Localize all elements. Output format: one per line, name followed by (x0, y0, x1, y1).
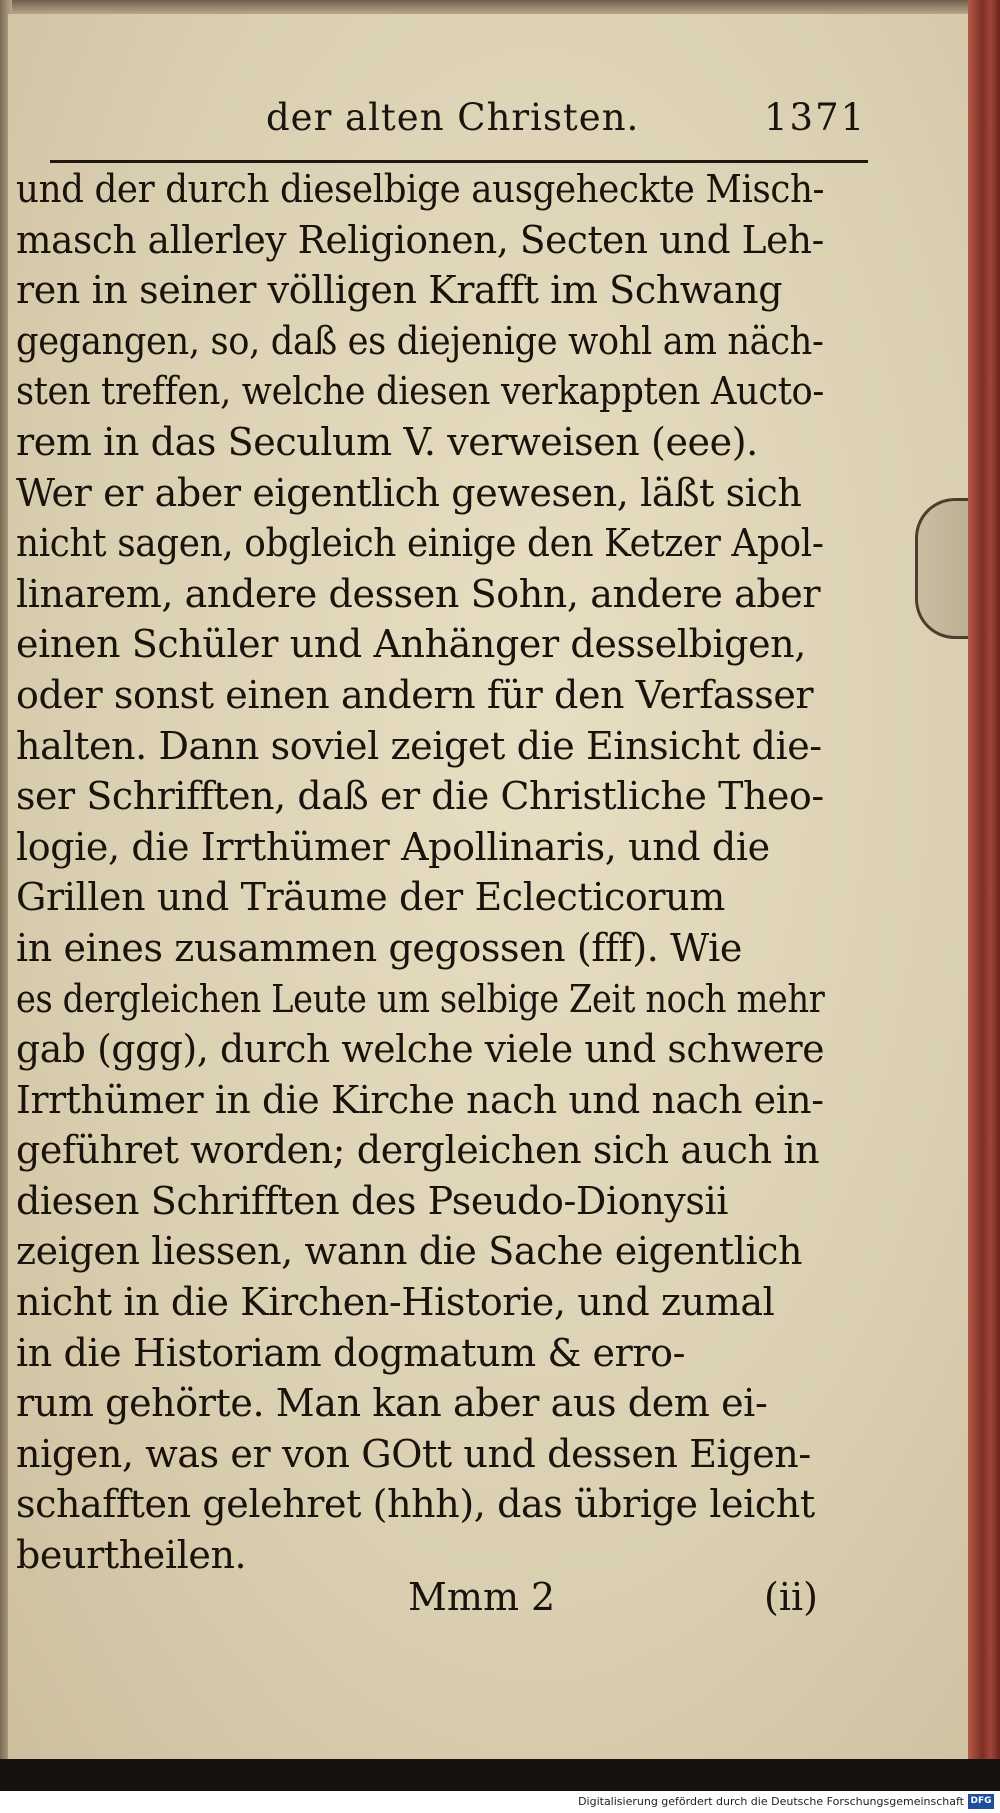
text-line: ren in seiner völligen Krafft im Schwang (16, 268, 783, 313)
text-line: nicht in die Kirchen-Historie, und zumal (16, 1280, 775, 1325)
text-line: in eines zusammen gegossen (fff). Wie (16, 925, 742, 970)
text-line: linarem, andere dessen Sohn, andere aber (16, 571, 821, 616)
text-line: logie, die Irrthümer Apollinaris, und die (16, 824, 770, 869)
text-line: Wer er aber eigentlich gewesen, läßt sich (16, 470, 802, 515)
text-line: sten treffen, welche diesen verkappten Aucto- (16, 369, 824, 414)
catchword: (ii) (764, 1575, 818, 1619)
text-line: oder sonst einen andern für den Verfasser (16, 672, 814, 717)
text-line: gegangen, so, daß es diejenige wohl am näch- (16, 318, 824, 363)
signature-mark: Mmm 2 (408, 1575, 556, 1619)
text-line: rum gehörte. Man kan aber aus dem ei- (16, 1381, 768, 1426)
page-paper (8, 14, 970, 1759)
running-head: der alten Christen. (266, 96, 640, 139)
dfg-logo: DFG (968, 1794, 994, 1809)
scan-bottom-border (0, 1759, 1000, 1791)
text-line: es dergleichen Leute um selbige Zeit noch mehr (16, 976, 825, 1021)
text-line: in die Historiam dogmatum & erro- (16, 1330, 686, 1375)
text-line: nicht sagen, obgleich einige den Ketzer Apol- (16, 521, 824, 566)
header-rule (50, 160, 868, 163)
text-line: Irrthümer in die Kirche nach und nach ein- (16, 1077, 824, 1122)
text-line: Grillen und Träume der Eclecticorum (16, 875, 725, 920)
text-line: beurtheilen. (16, 1533, 247, 1578)
attribution-bar (0, 1791, 1000, 1813)
text-line: gab (ggg), durch welche viele und schwere (16, 1027, 825, 1072)
text-line: masch allerley Religionen, Secten und Leh- (16, 217, 824, 262)
body-text (16, 164, 838, 1581)
text-line: einen Schüler und Anhänger desselbigen, (16, 622, 806, 667)
text-line: geführet worden; dergleichen sich auch in (16, 1128, 820, 1173)
text-line: ser Schrifften, daß er die Christliche Theo- (16, 774, 824, 819)
text-line: diesen Schrifften des Pseudo-Dionysii (16, 1178, 728, 1223)
attribution-text: Digitalisierung gefördert durch die Deutsche Forschungsgemeinschaft (578, 1795, 964, 1808)
text-line: schafften gelehret (hhh), das übrige leicht (16, 1482, 815, 1527)
text-line: rem in das Seculum V. verweisen (eee). (16, 419, 758, 464)
page-number: 1371 (764, 96, 867, 139)
text-line: zeigen liessen, wann die Sache eigentlich (16, 1229, 803, 1274)
text-line: und der durch dieselbige ausgeheckte Misch- (16, 167, 825, 211)
text-line: halten. Dann soviel zeiget die Einsicht die- (16, 723, 822, 768)
book-cover-edge (968, 0, 1000, 1813)
text-line: nigen, was er von GOtt und dessen Eigen- (16, 1431, 811, 1476)
footer-line (16, 1575, 838, 1627)
